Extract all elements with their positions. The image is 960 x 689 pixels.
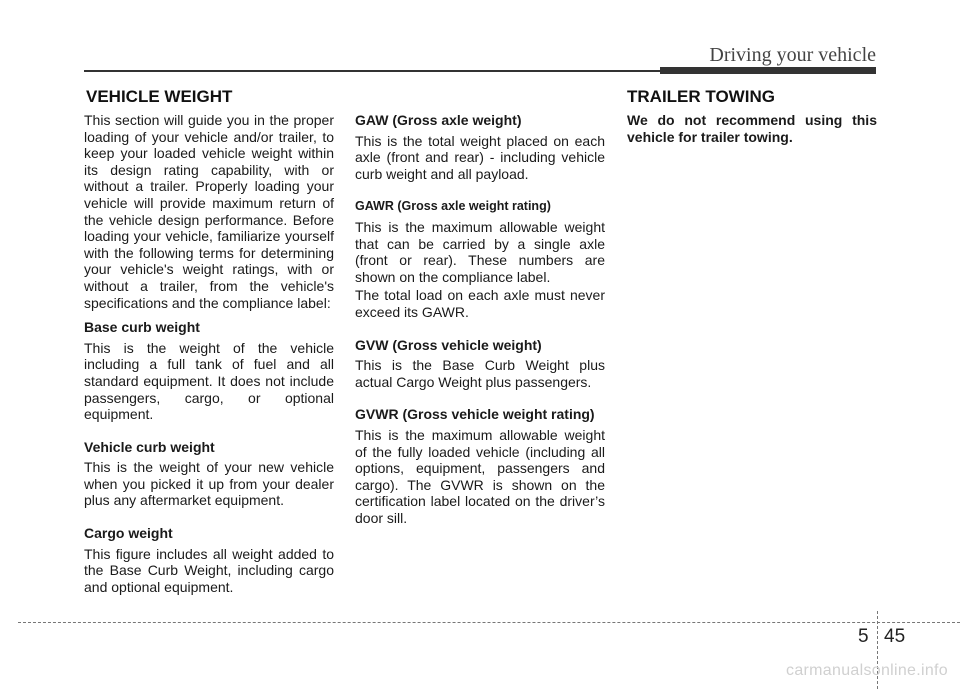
- gawr-text-2: The total load on each axle must never exceed its GAWR.: [355, 287, 605, 320]
- gvw-text: This is the Base Curb Weight plus actual Cargo Weight plus passengers.: [355, 357, 605, 390]
- header-rule-thick: [660, 67, 876, 74]
- cargo-text: This figure includes all weight added to the Base Curb Weight, including cargo and optional equipment.: [84, 545, 334, 595]
- footer-dashed-rule: [18, 622, 960, 623]
- column-left: [84, 112, 334, 603]
- gaw-text: This is the total weight placed on each axle (front and rear) - including vehicle curb weight and all payload.: [355, 132, 605, 182]
- header-rule: [84, 70, 674, 72]
- section-title-trailer-towing: TRAILER TOWING: [627, 87, 775, 106]
- chapter-number: 5: [858, 626, 869, 647]
- vehicle-curb-heading: Vehicle curb weight: [84, 438, 215, 455]
- gvw-heading: GVW (Gross vehicle weight): [355, 336, 542, 353]
- cargo-heading: Cargo weight: [84, 525, 173, 542]
- base-curb-text: This is the weight of the vehicle including a full tank of fuel and all standard equipment. It does not include passengers, cargo, or optional equipment.: [84, 339, 334, 423]
- chapter-title: Driving your vehicle: [709, 44, 876, 66]
- gawr-text-1: This is the maximum allowable weight that can be carried by a single axle (front or rear). These numbers are shown on the compliance label.: [355, 218, 605, 285]
- towing-text: We do not recommend using this vehicle for trailer towing.: [627, 112, 877, 145]
- column-right: [627, 112, 877, 153]
- watermark: carmanualsonline.info: [786, 662, 948, 679]
- page-number: 45: [884, 626, 906, 647]
- vehicle-curb-text: This is the weight of your new vehicle when you picked it up from your dealer plus any aftermarket equipment.: [84, 459, 334, 509]
- gvwr-heading: GVWR (Gross vehicle weight rating): [355, 406, 595, 423]
- intro-paragraph: This section will guide you in the proper loading of your vehicle and/or trailer, to keep your loaded vehicle weight within its design rating capability, with or without a trailer. Properly loading your vehicle will provide maximum return of the vehicle design performance. Before loading your vehicle, familiarize yourself with the following terms for determining your vehicle's weight ratings, with or without a trailer, from the vehicle's specifications and the compliance label:: [84, 112, 334, 311]
- section-title-vehicle-weight: VEHICLE WEIGHT: [86, 87, 233, 106]
- column-middle: [355, 112, 605, 534]
- gvwr-text: This is the maximum allowable weight of the fully loaded vehicle (including all options, equipment, passengers and cargo). The GVWR is shown on the certification label located on the driver’s door sill.: [355, 426, 605, 526]
- base-curb-heading: Base curb weight: [84, 319, 200, 336]
- gawr-heading: GAWR (Gross axle weight rating): [355, 199, 551, 214]
- gaw-heading: GAW (Gross axle weight): [355, 112, 522, 128]
